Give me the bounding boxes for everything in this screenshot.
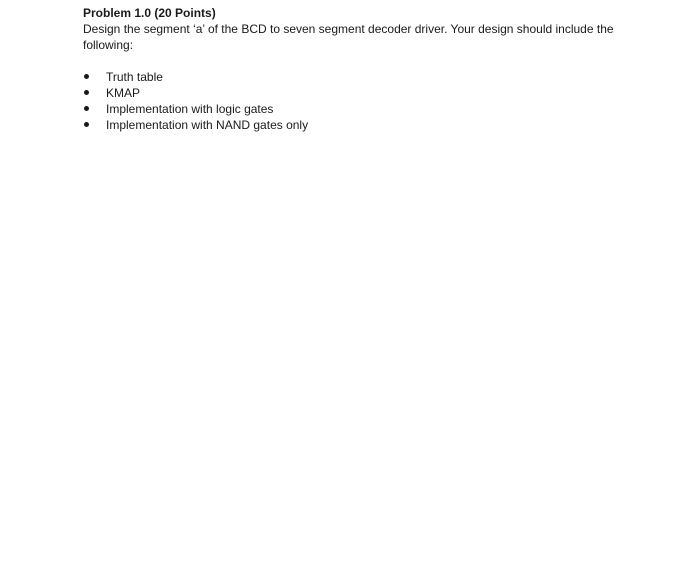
problem-description: Design the segment ‘a’ of the BCD to seven segment decoder driver. Your design should include the following: (83, 22, 614, 52)
list-item (83, 69, 643, 85)
requirement-text: Implementation with NAND gates only (106, 118, 309, 132)
list-item (83, 117, 643, 133)
bullet-icon (84, 106, 89, 111)
requirements-list (83, 69, 643, 133)
list-item (83, 85, 643, 101)
requirement-text: KMAP (106, 86, 141, 100)
problem-section (83, 5, 643, 133)
bullet-icon (84, 122, 89, 127)
bullet-icon (84, 74, 89, 79)
problem-title: Problem 1.0 (20 Points) (83, 6, 216, 20)
requirement-text: Truth table (106, 70, 163, 84)
requirement-text: Implementation with logic gates (106, 102, 274, 116)
list-item (83, 101, 643, 117)
bullet-icon (84, 90, 89, 95)
